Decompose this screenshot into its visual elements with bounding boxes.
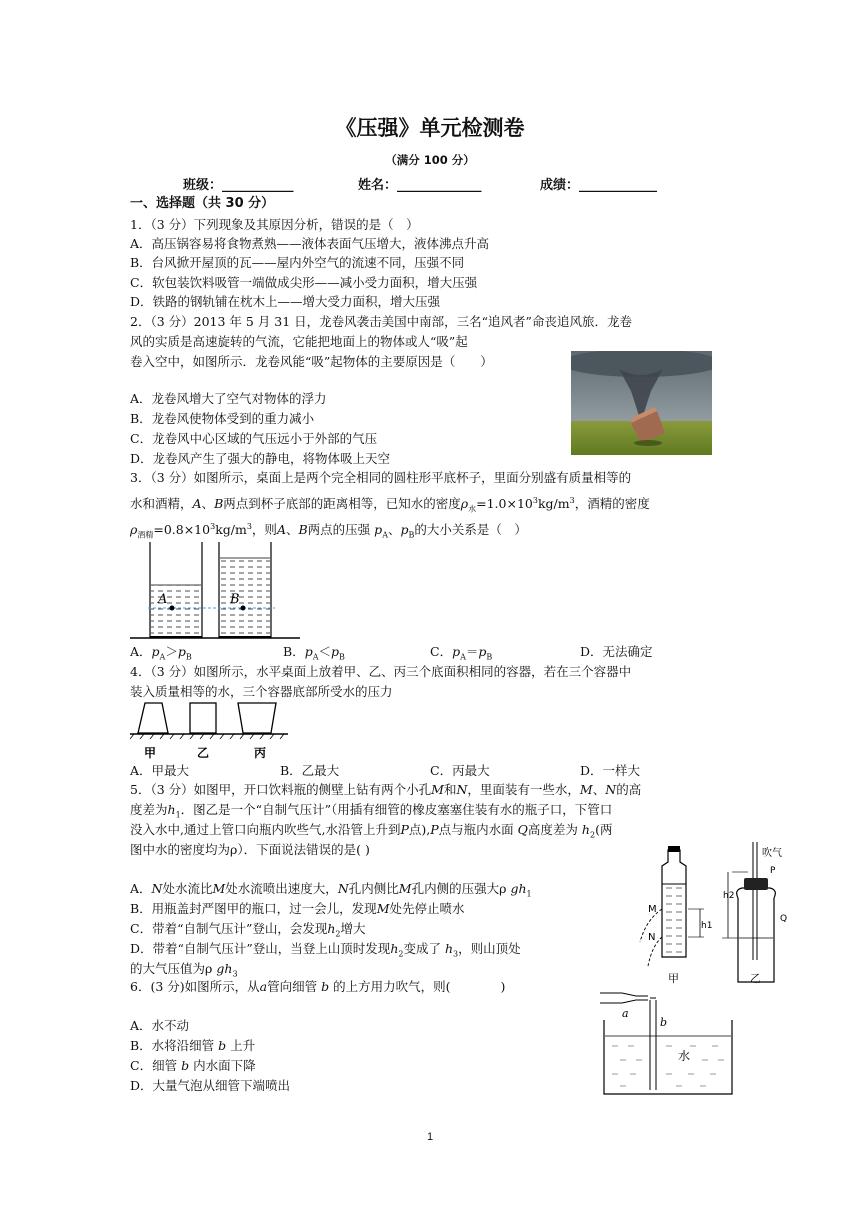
label-bing: 丙 — [254, 746, 267, 760]
q5-text: 高度差为 — [527, 822, 578, 837]
q4-stem-line2: 装入质量相等的水，三个容器底部所受水的压力 — [130, 684, 393, 699]
label-yi: 乙 — [197, 746, 210, 760]
rho-water-sub: 水 — [468, 504, 477, 514]
comma: 、 — [285, 522, 299, 538]
tornado-photo — [571, 351, 712, 455]
q3-text: 两点的压强 — [307, 522, 371, 538]
water-density-value: =1.0×10 — [476, 496, 533, 512]
tube-b: b — [321, 979, 330, 994]
comma: 、 — [201, 496, 215, 512]
option-letter: B． — [283, 644, 305, 659]
q2-stem-line1: 2．（3 分）2013 年 5 月 31 日，龙卷风袭击美国中南部，三名“追风者”命丧追风旅．龙卷 — [130, 314, 632, 329]
q5-text: C．带着“自制气压计”登山，会发现 — [130, 921, 328, 936]
q4-option-c: C．丙最大 — [430, 763, 490, 778]
label-jia: 甲 — [144, 746, 157, 760]
pressure-symbol: p — [452, 644, 461, 659]
label-b: B — [230, 592, 240, 607]
fig-a-label: a — [622, 1007, 629, 1020]
q5-text: 增大 — [340, 921, 366, 936]
q1-option-c: C．软包装饮料吸管一端做成尖形——减小受力面积，增大压强 — [130, 275, 478, 290]
point-p: P — [430, 822, 439, 837]
q3-text: 水和酒精， — [130, 496, 193, 512]
q3-option-d: D．无法确定 — [580, 644, 653, 659]
sub-2: 2 — [335, 929, 341, 939]
bottle-barometer-figure — [622, 842, 800, 990]
hole-m: M — [431, 782, 444, 797]
page-title: 《压强》单元检测卷 — [335, 116, 525, 140]
pressure-symbol: p — [331, 644, 340, 659]
point-p: P — [400, 822, 409, 837]
q2-option-a: A．龙卷风增大了空气对物体的浮力 — [130, 391, 327, 406]
fig-yi-label: 乙 — [750, 972, 761, 985]
exponent: 3 — [246, 522, 252, 531]
sub-a: A — [159, 652, 166, 662]
q6-text: 6．(3 分)如图所示，从 — [130, 979, 260, 994]
hole-m: M — [376, 901, 390, 916]
q5-text: 点与瓶内水面 — [438, 822, 514, 837]
g-symbol: g — [510, 881, 519, 896]
height-symbol: h — [444, 941, 454, 956]
rho-symbol: ρ — [205, 961, 213, 976]
q5-text: ，则山顶处 — [458, 941, 521, 956]
q1-stem: 1．（3 分）下列现象及其原因分析，错误的是（ ） — [130, 217, 419, 232]
fig-m-label: M — [648, 904, 657, 915]
q5-text: 点), — [408, 822, 431, 837]
q5-text: B．用瓶盖封严图甲的瓶口，过一会儿，发现 — [130, 901, 377, 916]
height-symbol: h — [327, 921, 336, 936]
hole-m: M — [212, 881, 226, 896]
point-a-label: A — [192, 496, 202, 512]
fig-blow-label: 吹气 — [762, 848, 782, 859]
q5-text: 度差为 — [130, 802, 168, 817]
q2-stem-line3: 卷入空中，如图所示．龙卷风能“吸”起物体的主要原因是（ ） — [130, 354, 493, 369]
q6-option-d: D．大量气泡从细管下端喷出 — [130, 1078, 291, 1093]
sub-3: 3 — [453, 949, 459, 959]
g-symbol: g — [216, 961, 225, 976]
sub-a: A — [382, 530, 388, 540]
comparison: ＝ — [465, 644, 479, 659]
fig-water-label: 水 — [678, 1049, 691, 1063]
q2-option-b: B．龙卷风使物体受到的重力减小 — [130, 411, 315, 426]
option-letter: A． — [130, 881, 152, 896]
sub-2: 2 — [589, 830, 596, 840]
q5-text: ，里面装有一些水， — [467, 782, 580, 797]
sub-b: B — [339, 652, 345, 662]
full-score-note: （满分 100 分） — [385, 153, 475, 167]
comma: 、 — [387, 522, 401, 538]
comma: 、 — [592, 782, 606, 797]
height-symbol: h — [390, 941, 399, 956]
q5-text: 没入水中,通过上管口向瓶内吹些气,水沿管上升到 — [130, 822, 401, 837]
blow-tube-figure — [600, 990, 735, 1098]
pressure-symbol: p — [304, 644, 313, 659]
q5-text: 和 — [443, 782, 457, 797]
sub-1: 1 — [526, 889, 532, 899]
q5-text: 变成了 — [403, 941, 441, 956]
height-symbol: h — [224, 961, 233, 976]
q5-text: 处水流比 — [162, 881, 213, 896]
q6-stem — [130, 978, 505, 996]
exponent: 3 — [569, 496, 575, 505]
pressure-symbol: p — [151, 644, 160, 659]
option-letter: A． — [130, 644, 152, 659]
q5-text: 孔内侧比 — [348, 881, 399, 896]
fig-p-label: P — [770, 866, 776, 876]
q4-option-a: A．甲最大 — [130, 763, 190, 778]
point-a-label: A — [276, 522, 286, 538]
q5-text: 处水流喷出速度大， — [225, 881, 338, 896]
q6-text: 内水面下降 — [193, 1058, 256, 1073]
fig-h2-label: h2 — [723, 891, 735, 901]
comparison: ＜ — [318, 644, 331, 659]
hole-n: N — [151, 881, 163, 896]
hole-m: M — [398, 881, 412, 896]
q6-text: 上升 — [230, 1038, 256, 1053]
point-b-label: B — [298, 522, 308, 538]
hole-n: N — [337, 881, 349, 896]
q6-text: 管向细管 — [267, 979, 318, 994]
q5-text: 的高 — [616, 782, 642, 797]
q5-text: ．图乙是一个“自制气压计”（用插有细管的橡皮塞塞住装有水的瓶子口，下管口 — [180, 802, 613, 817]
hole-m: M — [579, 782, 593, 797]
q3-text: ，则 — [251, 522, 277, 538]
comparison: ＞ — [165, 644, 178, 659]
sub-b: B — [486, 652, 493, 662]
rho-symbol: ρ — [130, 522, 138, 538]
q5-text: (两 — [595, 822, 613, 837]
q5-stem-line1 — [130, 781, 641, 799]
label-a: A — [158, 592, 168, 607]
q1-option-a: A．高压锅容易将食物煮熟——液体表面气压增大，液体沸点升高 — [130, 236, 490, 251]
tube-a: a — [259, 979, 268, 994]
pressure-symbol: p — [177, 644, 186, 659]
q5-text: 5．（3 分）如图甲，开口饮料瓶的侧壁上钻有两个小孔 — [130, 782, 432, 797]
q3-stem-line2 — [130, 492, 650, 519]
q5-text: 的大气压值为 — [130, 961, 206, 976]
rho-alcohol-sub: 酒精 — [137, 530, 154, 540]
sub-1: 1 — [175, 810, 181, 820]
q4-option-d: D．一样大 — [580, 763, 641, 778]
sub-b: B — [408, 530, 415, 540]
tube-b: b — [181, 1058, 190, 1073]
q6-text: C．细管 — [130, 1058, 178, 1073]
hole-n: N — [456, 782, 468, 797]
sub-3: 3 — [232, 969, 238, 979]
exponent: 3 — [210, 522, 216, 531]
pressure-symbol: p — [400, 522, 409, 538]
height-symbol: h — [167, 802, 176, 817]
q3-text: 两点到杯子底部的距离相等，已知水的密度 — [223, 496, 461, 512]
sub-b: B — [185, 652, 192, 662]
q6-option-b — [130, 1037, 255, 1055]
rho-symbol: ρ — [460, 496, 469, 512]
height-symbol: h — [518, 881, 527, 896]
name-field: 姓名：_____________ — [358, 178, 482, 193]
q4-option-b: B．乙最大 — [280, 763, 340, 778]
sub-a: A — [460, 652, 466, 662]
pressure-symbol: p — [374, 522, 383, 538]
class-field: 班级：___________ — [183, 178, 294, 193]
q2-option-d: D．龙卷风产生了强大的静电，将物体吸上天空 — [130, 451, 391, 466]
three-containers-figure — [130, 700, 290, 762]
q2-option-c: C．龙卷风中心区域的气压远小于外部的气压 — [130, 431, 378, 446]
q5-text: 孔内侧的压强大 — [411, 881, 500, 896]
q3-text: ，酒精的密度 — [574, 496, 650, 512]
point-b-label: B — [214, 496, 224, 512]
q5-option-b — [130, 900, 465, 918]
pressure-symbol: p — [478, 644, 487, 659]
q3-text: 的大小关系是（ ） — [414, 522, 527, 538]
point-q: Q — [517, 822, 528, 837]
q5-stem-line4: 图中水的密度均为ρ）．下面说法错误的是( ) — [130, 842, 370, 857]
exponent: 3 — [532, 496, 538, 505]
fig-q-label: Q — [780, 914, 788, 924]
q6-text: 的上方用力吹气，则( ) — [333, 979, 506, 994]
sub-a: A — [312, 652, 319, 662]
q6-option-c — [130, 1057, 256, 1075]
option-letter: C． — [430, 644, 453, 659]
q1-option-b: B．台风掀开屋顶的瓦——屋内外空气的流速不同，压强不同 — [130, 255, 465, 270]
fig-b-label: b — [660, 1016, 668, 1029]
q4-stem-line1: 4．（3 分）如图所示，水平桌面上放着甲、乙、丙三个底面积相同的容器，若在三个容器中 — [130, 664, 632, 679]
hole-n: N — [605, 782, 617, 797]
tube-b: b — [218, 1038, 227, 1053]
q6-option-a: A．水不动 — [130, 1018, 190, 1033]
sub-2: 2 — [398, 949, 404, 959]
q3-stem-line1: 3．（3 分）如图所示，桌面上是两个完全相同的圆柱形平底杯子，里面分别盛有质量相等的 — [130, 470, 632, 485]
q6-text: B．水将沿细管 — [130, 1038, 215, 1053]
score-field: 成绩：____________ — [540, 178, 658, 193]
height-symbol: h — [581, 822, 590, 837]
rho-symbol: ρ — [499, 881, 507, 896]
alcohol-density-value: =0.8×10 — [153, 522, 211, 538]
two-cups-figure — [130, 540, 302, 640]
fig-n-label: N — [648, 932, 656, 943]
density-unit: kg/m — [215, 522, 247, 538]
q5-text: 处先停止喷水 — [389, 901, 465, 916]
fig-jia-label: 甲 — [668, 972, 679, 985]
fig-h1-label: h1 — [701, 921, 713, 931]
q1-option-d: D．铁路的钢轨铺在枕木上——增大受力面积，增大压强 — [130, 294, 441, 309]
page-number: 1 — [426, 1131, 434, 1143]
q5-text: D．带着“自制气压计”登山，当登上山顶时发现 — [130, 941, 391, 956]
density-unit: kg/m — [537, 496, 570, 512]
section-heading: 一、选择题（共 30 分） — [130, 196, 275, 211]
q2-stem-line2: 风的实质是高速旋转的气流，它能把地面上的物体或人“吸”起 — [130, 334, 468, 349]
